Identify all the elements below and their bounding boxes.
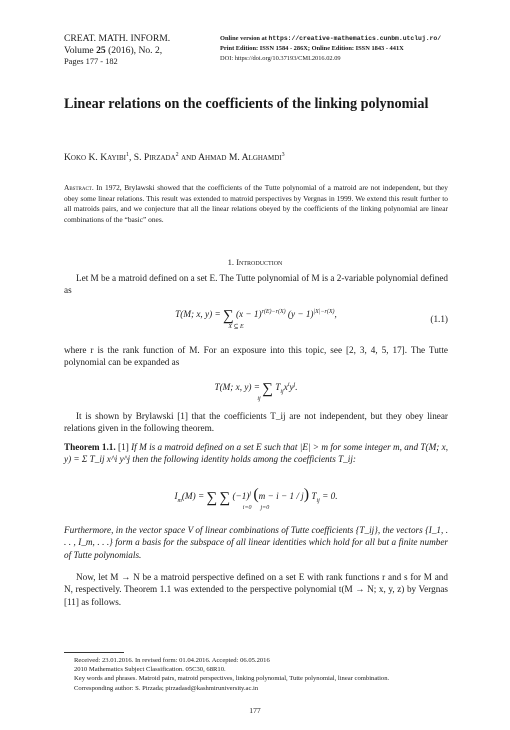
abstract-label: Abstract. (64, 183, 94, 192)
journal-header (64, 33, 170, 68)
equation-number: (1.1) (430, 314, 448, 324)
issn-line: Print Edition: ISSN 1584 - 286X; Online Edition: ISSN 1843 - 441X (220, 45, 404, 52)
intro-paragraph-4: Now, let M → N be a matroid perspective defined on a set E with rank functions r and s for M and N, respectively. Theorem 1.1 was extended to the perspective polynomial t(M → N; x, y, z) by Vergnas [11] as follows. (64, 572, 448, 607)
theorem-statement: If M is a matroid defined on a set E such that |E| > m for some integer m, and T(M; x, y) = Σ T_ij x^i y^j then the following identity holds among the coefficients T_ij: (64, 442, 449, 465)
footnote-received: Received: 23.01.2016. In revised form: 01.04.2016. Accepted: 06.05.2016 (74, 657, 270, 664)
equation-identity: $I_m(M)$ = ∑ ∑ $(-1)^j$ (m − i − 1 / j) $T_{ij} = 0$. i=0 j=0 (174, 486, 338, 511)
intro-paragraph-3: It is shown by Brylawski [1] that the coefficients T_ij are not independent, but they obey linear relations given in the following theorem. (64, 411, 448, 434)
abstract (64, 183, 448, 225)
paper-title: Linear relations on the coefficients of the linking polynomial (64, 96, 429, 112)
intro-paragraph-1: Let M be a matroid defined on a set E. The Tutte polynomial of M is a 2-variable polynomial defined as (64, 273, 448, 296)
journal-volume: Volume 25 (2016), No. 2, (64, 44, 163, 56)
online-version: Online version at https://creative-mathematics.cunbm.utcluj.ro/ (220, 35, 442, 42)
footnote-keywords: Key words and phrases. Matroid pairs, matroid perspectives, linking polynomial, Tutte polynomial, linear combination. (74, 675, 390, 683)
intro-paragraph-2: where r is the rank function of M. For an exposure into this topic, see [2, 3, 4, 5, 17]. The Tutte polynomial can be expanded as (64, 345, 448, 368)
theorem-1-1: Theorem 1.1. [1] If M is a matroid defined on a set E such that |E| > m for some integer m, and T(M; x, y) = Σ T_ij x^i y^j then the following identity holds among the coefficients T_ij: (64, 442, 449, 465)
footnote-corresponding: Corresponding author: S. Pirzada; pirzadasd@kashmiruniversity.ac.in (74, 684, 259, 692)
theorem-label: Theorem 1.1. (64, 442, 116, 452)
footnotes (64, 656, 448, 693)
equation-expansion: T(M; x, y) = ∑ $T_{ij}x^iy^j$. ij (214, 381, 298, 402)
section-heading: 1. Introduction (227, 257, 283, 267)
equation-1-1: T(M; x, y) = ∑ $(x - 1)^{r(E)-r(X)}$ $(y - 1)^{|X|-r(X)}$, X ⊆ E (175, 308, 337, 330)
footnote-rule (64, 652, 124, 653)
journal-pages: Pages 177 - 182 (64, 57, 118, 66)
page-number: 177 (249, 706, 261, 715)
journal-name: CREAT. MATH. INFORM. (64, 33, 171, 44)
author-line: Koko K. Kayibi$^1$, S. Pirzada$^2$ and Ahmad M. Alghamdi$^3$ (64, 152, 285, 164)
footnote-msc: 2010 Mathematics Subject Classification. 05C30, 68R10. (74, 666, 226, 674)
abstract-text: In 1972, Brylawski showed that the coefficients of the Tutte polynomial of a matroid are not independent, but they obey some linear relations. This result was extended to matroid perspectives by Vergnas in 1999. We extend this result further to all matroids pairs, and we conjecture that all the linear relations obeyed by the coefficients of the linking polynomial are linear combinations of the “basic” ones. (64, 183, 448, 224)
doi-line: DOI: https://doi.org/10.37193/CMI.2016.02.09 (220, 55, 341, 62)
online-info (220, 34, 441, 64)
theorem-continuation: Furthermore, in the vector space V of linear combinations of Tutte coefficients {T_ij}, the vectors {I_1, . . . , I_m, . . .} form a basis for the subspace of all linear identities which hold for all but a finite number of Tutte polynomials. (64, 525, 448, 560)
